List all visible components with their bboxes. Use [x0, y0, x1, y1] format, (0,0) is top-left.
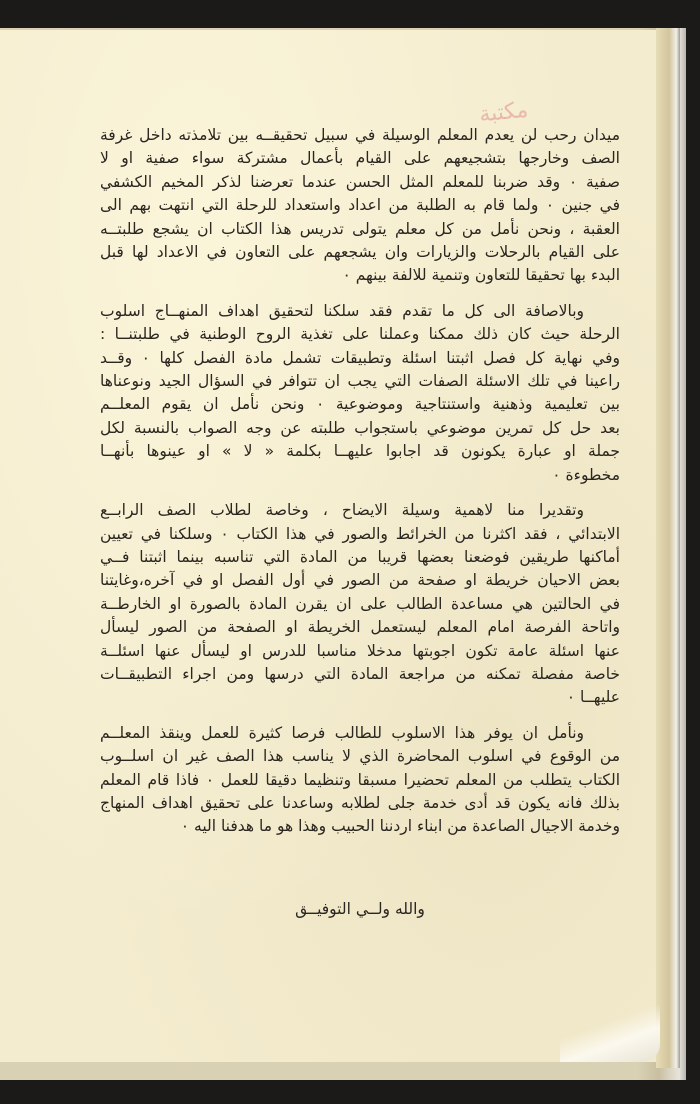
text-line: من الوقوع في اسلوب المحاضرة الذي لا يناسب هذا الصف غير ان اسلــوب [100, 747, 620, 766]
text-line: وبالاصافة الى كل ما تقدم فقد سلكنا لتحقيق اهداف المنهــاج اسلوب [100, 301, 584, 320]
text-line: بعض الاحيان خريطة او صفحة من الصور في أول الفصل او في آخره،وغايتنا [100, 571, 620, 590]
text-line: واتاحة الفرصة امام المعلم ليستعمل الخريطة او الصفحة من الصور ليسأل [100, 618, 620, 637]
text-line: وتقديرا منا لاهمية وسيلة الايضاح ، وخاصة لطلاب الصف الرابــع [100, 501, 584, 520]
text-line: البدء بها تحقيقا للتعاون وتنمية للالفة بينهم ٠ [342, 266, 620, 285]
library-stamp: مكتبة [478, 97, 530, 128]
text-line: عليهــا ٠ [566, 688, 620, 707]
paragraph-4 [100, 722, 620, 839]
text-line: الابتدائي ، فقد اكثرنا من الخرائط والصور في هذا الكتاب ٠ وسلكنا في تعيين [100, 524, 621, 543]
text-line: في جنين ٠ ولما قام به الطلبة من اعداد واستعداد للرحلة التي انتهت بهم الى [100, 196, 620, 215]
text-line: خاصة مفصلة تمكنه من مراجعة المادة التي درسها ومن اجراء التطبيقــات [100, 664, 620, 683]
text-line: أماكنها طريقين فوضعنا بعضها قريبا من المادة التي تناسبه بينما اثبتنا فــي [100, 547, 620, 566]
page-corner-curl [560, 1000, 660, 1062]
text-line: وخدمة الاجيال الصاعدة من ابناء اردننا الحبيب وهذا هو ما هدفنا اليه ٠ [180, 817, 620, 836]
text-line: جملة او عبارة يكونون قد اجابوا عليهــا بكلمة « لا » او عينوها بأنهــا [100, 442, 620, 461]
text-line: بين تعليمية وذهنية واستنتاجية وموضوعية ٠ ونحن نأمل ان يقوم المعلــم [100, 395, 620, 414]
body-text [100, 124, 620, 851]
paragraph-2 [100, 300, 620, 487]
paragraph-1 [100, 124, 620, 288]
text-line: عنها اسئلة عامة تكون اجوبتها مدخلا مناسبا للدرس او ليسأل عنها اسئلــة [100, 641, 620, 660]
text-line: في الحالتين هي مساعدة الطالب على ان يقرن المادة بالصورة او الخارطــة [100, 594, 620, 613]
paragraph-3 [100, 499, 620, 710]
text-line: راعينا في تلك الاسئلة الصفات التي يجب ان تتوافر في السؤال الجيد ونوعناها [100, 372, 620, 391]
text-line: الرحلة حيث كان ذلك ممكنا وعملنا على تغذية الروح الوطنية في طلبتنــا : [100, 325, 620, 344]
text-line: مخطوءة ٠ [552, 465, 620, 484]
text-line: الصف وخارجها بتشجيعهم على القيام بأعمال مشتركة سواء صفية او لا [100, 149, 620, 168]
closing-signature: والله ولــي التوفيــق [295, 900, 425, 918]
text-line: بعد حل كل تمرين موضوعي باستجواب طلبته عن وجه الصواب بالنسبة لكل [100, 418, 620, 437]
text-line: وفي نهاية كل فصل اثبتنا اسئلة وتطبيقات تشمل مادة الفصل كلها ٠ وقــد [100, 348, 620, 367]
text-line: العقبة ، ونحن نأمل من كل معلم يتولى تدريس هذا الكتاب ان يشجع طلبتــه [100, 219, 620, 238]
text-line: بذلك فانه يكون قد أدى خدمة جلى لطلابه وساعدنا على تحقيق اهداف المنهاج [100, 793, 620, 812]
text-line: الكتاب يتطلب من المعلم تحضيرا مسبقا وتنظيما دقيقا للعمل ٠ فاذا قام المعلم [100, 770, 620, 789]
text-line: على القيام بالرحلات والزيارات وان يشجعهم على التعاون في الاعداد لها قبل [100, 243, 620, 262]
text-line: ونأمل ان يوفر هذا الاسلوب للطالب فرصا كثيرة للعمل وينقذ المعلــم [100, 723, 584, 742]
text-line: ميدان رحب لن يعدم المعلم الوسيلة في سبيل تحقيقــه بين تلامذته داخل غرفة [100, 126, 620, 144]
text-line: صفية ٠ وقد ضربنا للمعلم المثل الحسن عندما تعرضنا لذكر المخيم الكشفي [100, 172, 620, 191]
page-edge-plastic-sleeve [656, 28, 680, 1068]
